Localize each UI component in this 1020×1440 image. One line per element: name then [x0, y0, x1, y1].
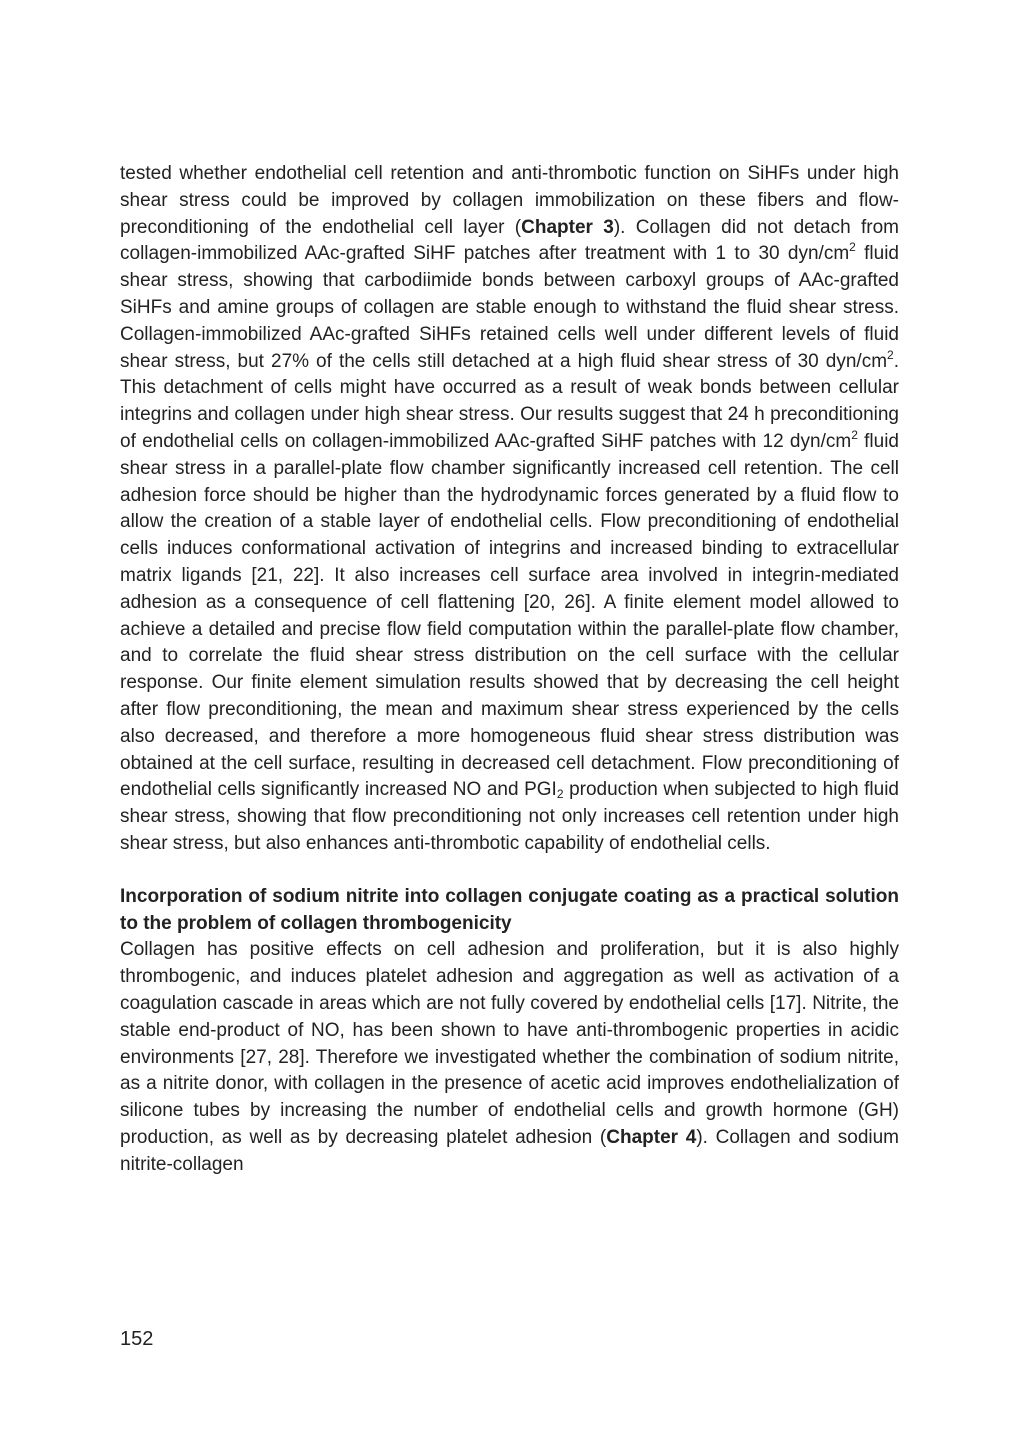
- text-sup: 2: [851, 427, 858, 442]
- text-bold: Chapter 4: [606, 1126, 697, 1148]
- text-run: ). Collagen and sodium nitrite-collagen: [120, 1126, 899, 1175]
- paragraph-chapter3-discussion: [120, 161, 899, 858]
- text-sup: 2: [849, 240, 856, 255]
- text-run: Collagen has positive effects on cell adhesion and proliferation, but it is also highly thrombogenic, and induces platelet adhesion and aggregation as well as activation of a coagulation cascade in areas which are not fully covered by endothelial cells [17]. Nitrite, the stable end-product of NO, has been shown to have anti-thrombogenic properties in acidic environments [27, 28]. Therefore we investigated whether the combination of sodium nitrite, as a nitrite donor, with collagen in the presence of acetic acid improves endothelialization of silicone tubes by increasing the number of endothelial cells and growth hormone (GH) production, as well as by decreasing platelet adhesion (: [120, 939, 899, 1148]
- paragraph-chapter4-discussion: [120, 937, 899, 1178]
- text-run: fluid shear stress in a parallel-plate flow chamber significantly increased cell retention. The cell adhesion force should be higher than the hydrodynamic forces generated by a fluid flow to allow the creation of a stable layer of endothelial cells. Flow preconditioning of endothelial cells induces conformational activation of integrins and increased binding to extracellular matrix ligands [21, 22]. It also increases cell surface area involved in integrin-mediated adhesion as a consequence of cell flattening [20, 26]. A finite element model allowed to achieve a detailed and precise flow field computation within the parallel-plate flow chamber, and to correlate the fluid shear stress distribution on the cell surface with the cellular response. Our finite element simulation results showed that by decreasing the cell height after flow preconditioning, the mean and maximum shear stress experienced by the cells also decreased, and therefore a more homogeneous fluid shear stress distribution was obtained at the cell surface, resulting in decreased cell detachment. Flow preconditioning of endothelial cells significantly increased NO and PGI: [120, 430, 899, 801]
- text-sup: 2: [887, 347, 894, 362]
- text-run: tested whether endothelial cell retention and anti-thrombotic function on SiHFs under high shear stress could be improved by collagen immobilization on these fibers and flow-preconditioning of the endothelial cell layer (: [120, 163, 899, 238]
- text-run: ). Collagen did not detach from collagen-immobilized AAc-grafted SiHF patches after treatment with 1 to 30 dyn/cm: [120, 216, 899, 265]
- page-number: 152: [120, 1328, 154, 1350]
- page-content: [120, 161, 899, 1178]
- text-run: . This detachment of cells might have occurred as a result of weak bonds between cellular integrins and collagen under high shear stress. Our results suggest that 24 h preconditioning of endothelial cells on collagen-immobilized AAc-grafted SiHF patches with 12 dyn/cm: [120, 350, 899, 452]
- text-bold: Chapter 3: [521, 216, 614, 238]
- text-run: fluid shear stress, showing that carbodiimide bonds between carboxyl groups of AAc-grafted SiHFs and amine groups of collagen are stable enough to withstand the fluid shear stress. Collagen-immobilized AAc-grafted SiHFs retained cells well under different levels of fluid shear stress, but 27% of the cells still detached at a high fluid shear stress of 30 dyn/cm: [120, 243, 899, 372]
- text-run: production when subjected to high fluid shear stress, showing that flow preconditioning not only increases cell retention under high shear stress, but also enhances anti-thrombotic capability of endothelial cells.: [120, 779, 899, 854]
- section-heading: Incorporation of sodium nitrite into collagen conjugate coating as a practical solution to the problem of collagen thrombogenicity: [120, 885, 899, 934]
- text-sub: 2: [556, 787, 564, 802]
